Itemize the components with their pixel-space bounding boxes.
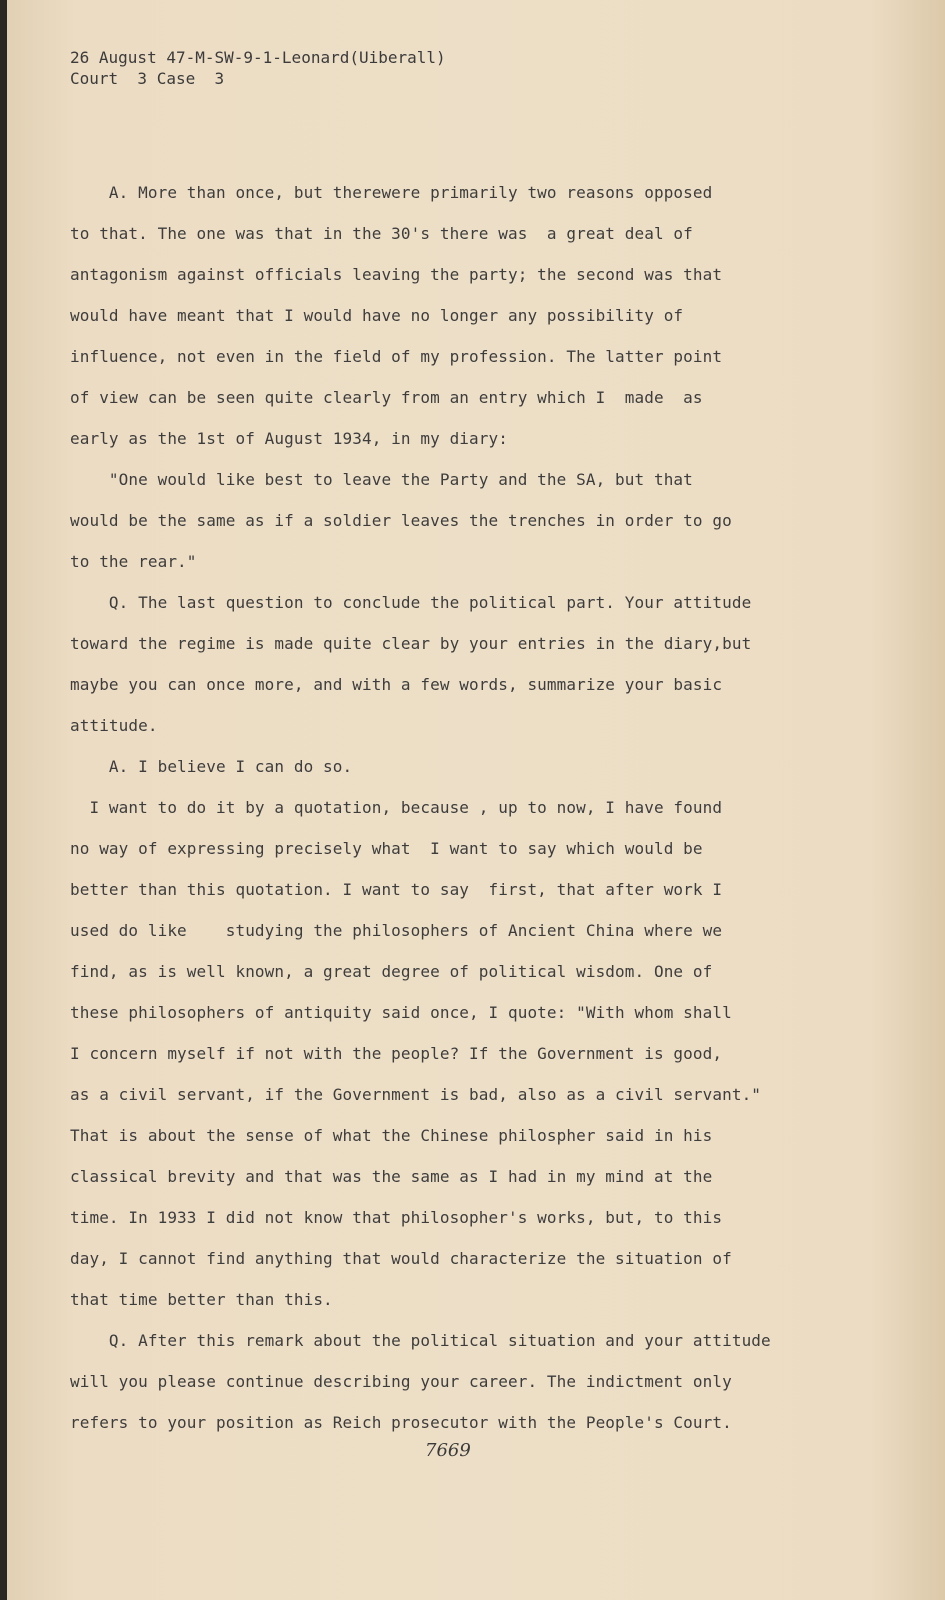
text-line: That is about the sense of what the Chinese philospher said in his [70,1126,713,1145]
text-line: Q. The last question to conclude the political part. Your attitude [70,593,752,612]
header-line-1: 26 August 47-M-SW-9-1-Leonard(Uiberall) [70,48,446,67]
text-line: I concern myself if not with the people? If the Government is good, [70,1044,723,1063]
text-line: time. In 1933 I did not know that philosopher's works, but, to this [70,1208,723,1227]
binding-edge [0,0,7,1600]
text-line: no way of expressing precisely what I want to say which would be [70,839,703,858]
text-line: antagonism against officials leaving the party; the second was that [70,265,723,284]
text-line: would have meant that I would have no longer any possibility of [70,306,684,325]
text-line: refers to your position as Reich prosecutor with the People's Court. [70,1413,732,1432]
text-line: these philosophers of antiquity said once, I quote: "With whom shall [70,1003,732,1022]
text-line: to the rear." [70,552,197,571]
text-line: day, I cannot find anything that would characterize the situation of [70,1249,732,1268]
text-line: A. I believe I can do so. [70,757,353,776]
text-line: "One would like best to leave the Party and the SA, but that [70,470,693,489]
text-line: maybe you can once more, and with a few words, summarize your basic [70,675,723,694]
text-line: classical brevity and that was the same as I had in my mind at the [70,1167,713,1186]
text-line: will you please continue describing your career. The indictment only [70,1372,732,1391]
text-line: better than this quotation. I want to say first, that after work I [70,880,723,899]
text-line: would be the same as if a soldier leaves the trenches in order to go [70,511,732,530]
text-line: A. More than once, but therewere primarily two reasons opposed [70,183,713,202]
text-line: early as the 1st of August 1934, in my diary: [70,429,508,448]
text-line: as a civil servant, if the Government is bad, also as a civil servant." [70,1085,762,1104]
text-line: attitude. [70,716,158,735]
text-line: I want to do it by a quotation, because , up to now, I have found [70,798,723,817]
text-line: toward the regime is made quite clear by your entries in the diary,but [70,634,752,653]
text-line: find, as is well known, a great degree of political wisdom. One of [70,962,713,981]
text-line: Q. After this remark about the political situation and your attitude [70,1331,771,1350]
header-line-2: Court 3 Case 3 [70,69,225,88]
text-line: influence, not even in the field of my profession. The latter point [70,347,723,366]
text-line: of view can be seen quite clearly from an entry which I made as [70,388,703,407]
text-line: to that. The one was that in the 30's there was a great deal of [70,224,693,243]
text-line: used do like studying the philosophers of Ancient China where we [70,921,723,940]
page-number: 7669 [425,1440,471,1461]
text-line: that time better than this. [70,1290,333,1309]
transcript-body [70,172,860,1443]
document-header [70,47,446,89]
